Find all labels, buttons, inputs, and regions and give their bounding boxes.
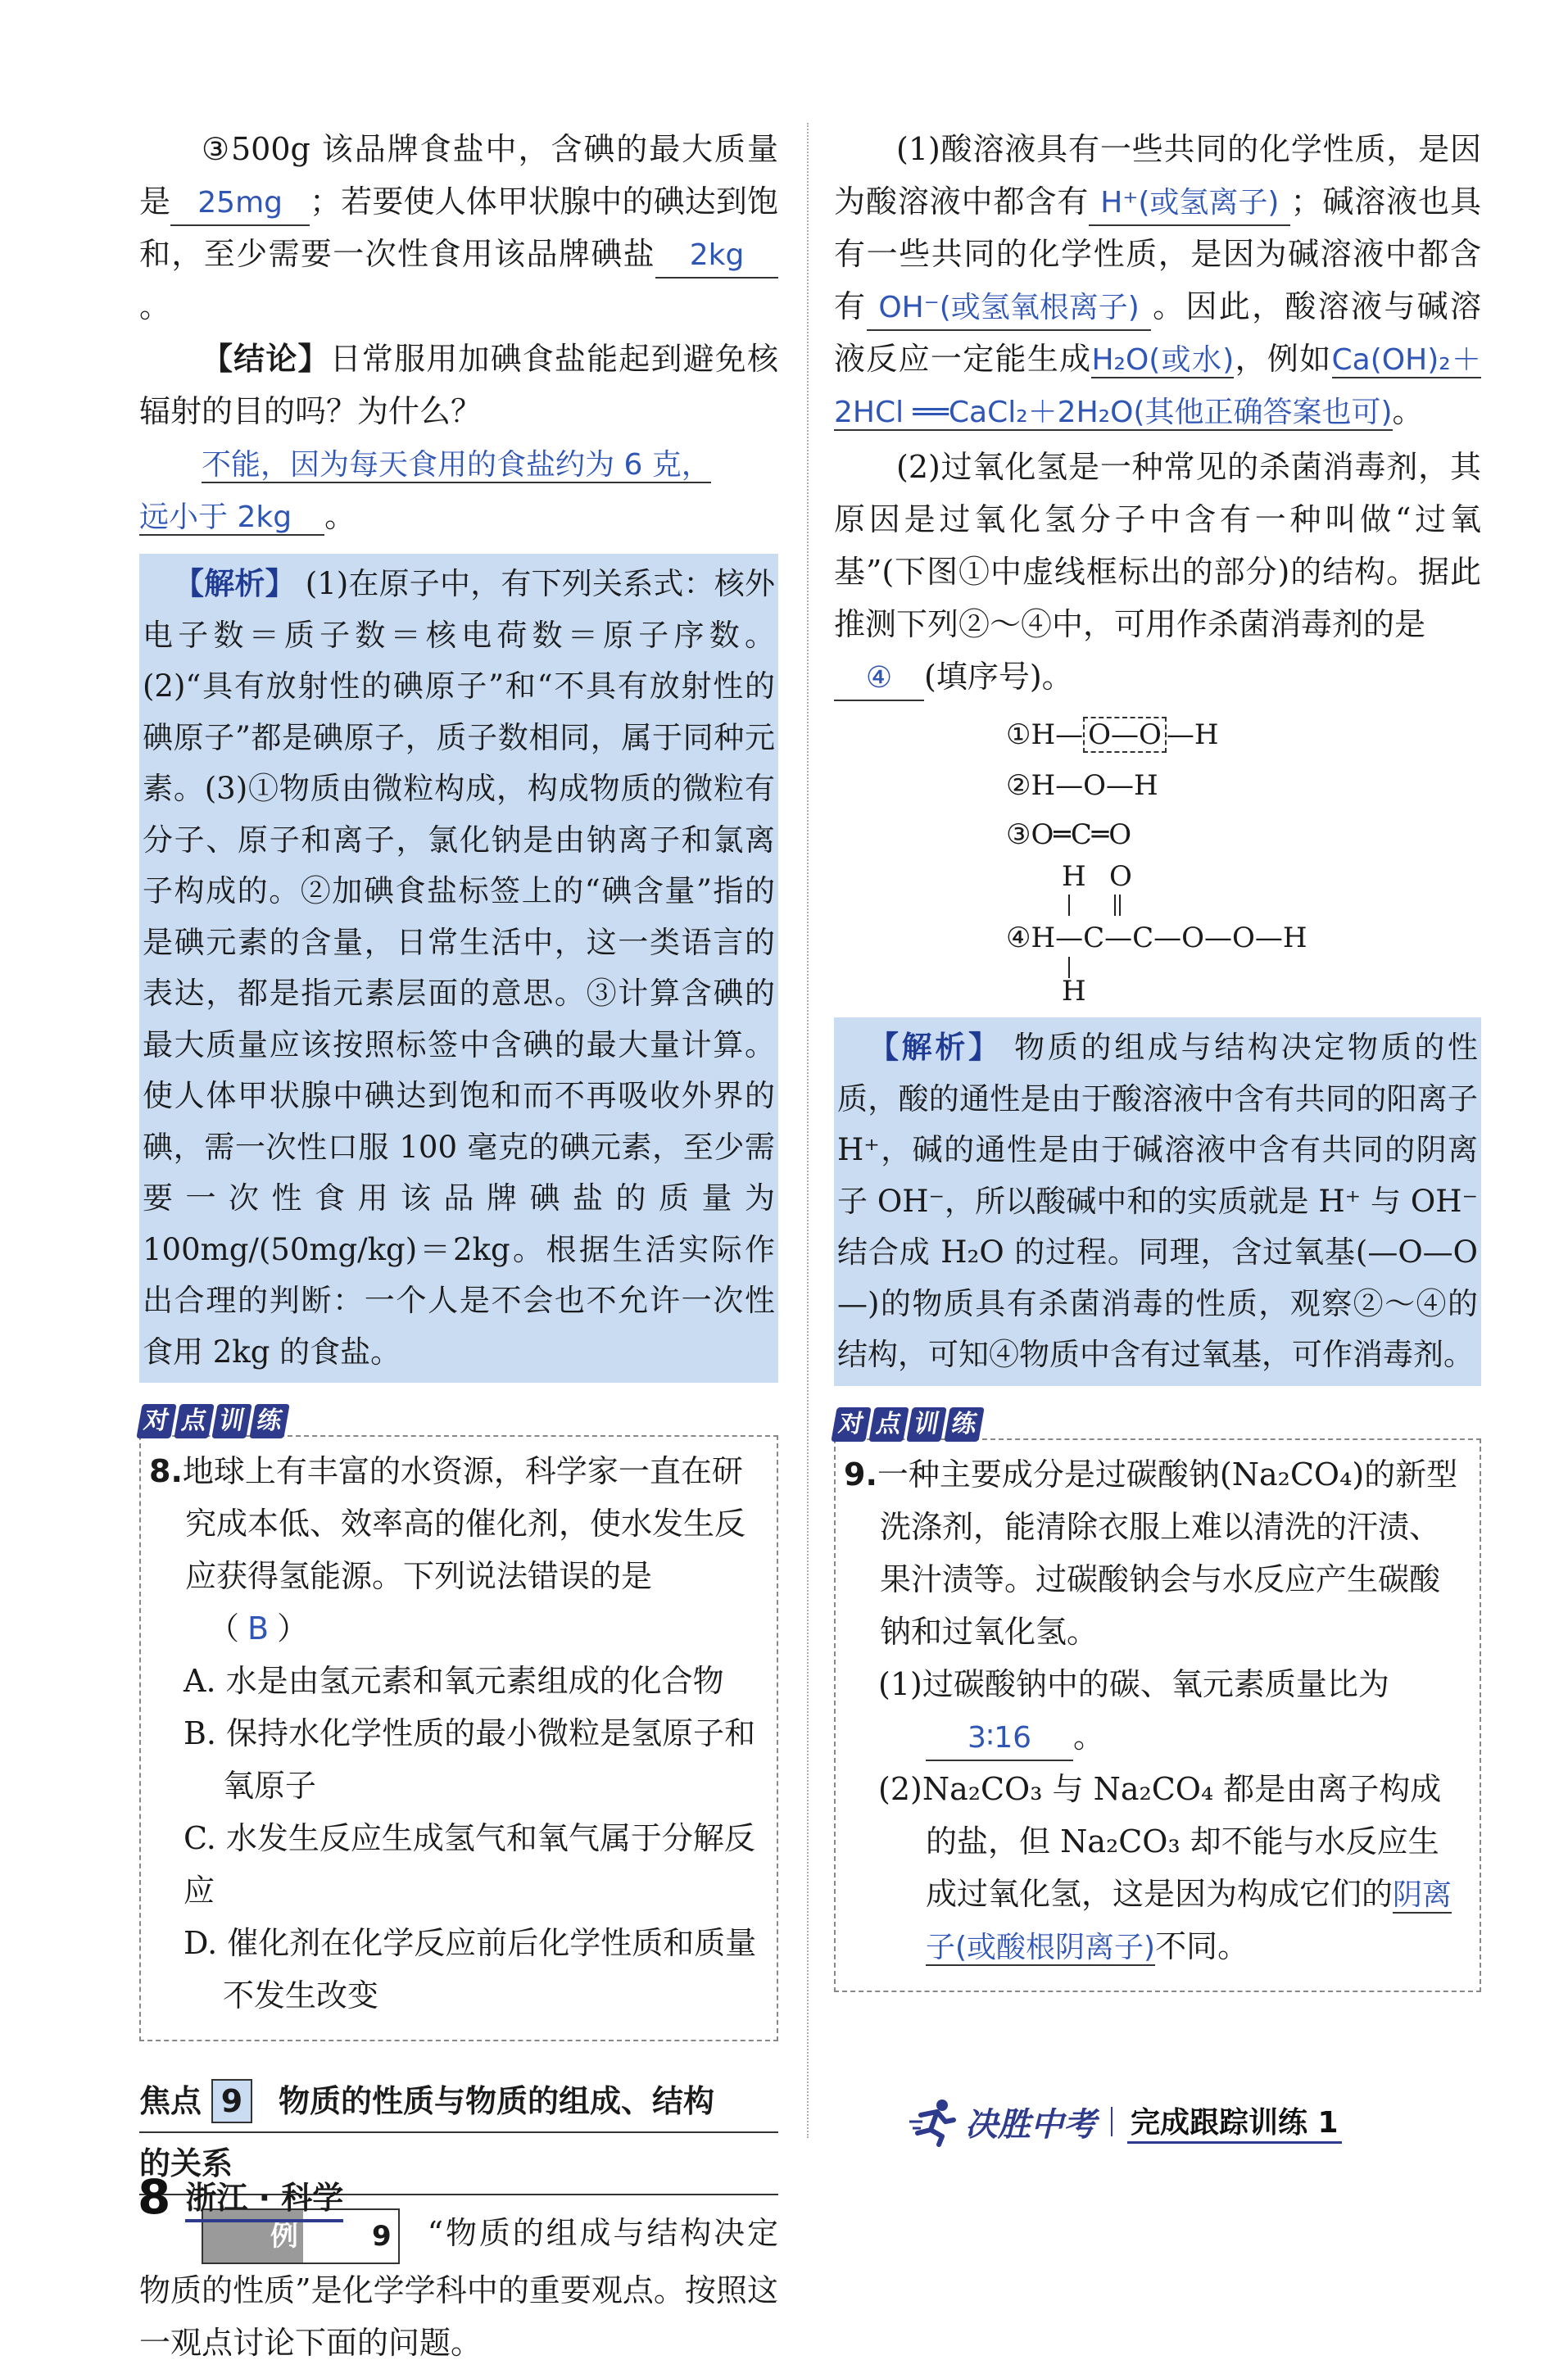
structure-4-num: ④: [1006, 922, 1031, 954]
analysis-label: 【解析】: [174, 566, 296, 601]
q9-part1: [844, 1658, 1468, 1763]
practice-badge: [834, 1407, 981, 1442]
peroxide-box: O—O: [1083, 717, 1167, 753]
q9-part2: [844, 1763, 1468, 1973]
q3-line2: ；若要使人体甲状腺中的碘达到饱和，至少需要一次性食用该品牌碘盐: [139, 183, 778, 272]
conclusion-end: 。: [324, 498, 356, 534]
example-text: “物质的组成与结构决定物质的性质”是化学学科中的重要观点。按照这一观点讨论下面的问题。: [139, 2215, 778, 2361]
q3-end: 。: [139, 288, 171, 324]
focus-title: 物质的性质与物质的组成、结构: [279, 2083, 715, 2119]
runner-icon: [909, 2097, 958, 2146]
atom-h-top: H: [1062, 860, 1086, 893]
part1-end: 。: [1392, 393, 1424, 429]
badge-char: 点: [868, 1407, 909, 1442]
analysis-label: 【解析】: [868, 1030, 1002, 1065]
answer-p2: ④: [834, 657, 924, 701]
bond-vertical: [1068, 895, 1070, 916]
answer-p1-3: H₂O(或水): [1091, 343, 1235, 377]
right-column: [834, 123, 1481, 1992]
answer-q3-2: 2kg: [655, 234, 778, 279]
q9-stem: [844, 1448, 1468, 1658]
exercise-9-box: [834, 1438, 1481, 1992]
part1-b: ；碱溶液也具有一些共同的化学性质，是因为碱溶液中都含有: [834, 183, 1481, 324]
part1-a: (1)酸溶液具有一些共同的化学性质，是因为酸溶液中都含有: [834, 131, 1481, 220]
conclusion-label: 【结论】: [202, 341, 330, 377]
q9-stem-text: 一种主要成分是过碳酸钠(Na₂CO₄)的新型洗涤剂，能清除衣服上难以清洗的汗渍、果汁渍等。过碳酸钠会与水反应产生碳酸钠和过氧化氢。: [877, 1456, 1458, 1650]
brand-separator: [1111, 2107, 1113, 2136]
brand-banner: [909, 2093, 1342, 2150]
q9-part2-end: 不同。: [1155, 1927, 1249, 1964]
structure-4: [1006, 860, 1334, 1016]
q8-option-a: A. 水是由氢元素和氧元素组成的化合物: [184, 1663, 724, 1699]
example-label: 例: [203, 2210, 303, 2263]
bond-double-b: [1119, 895, 1121, 916]
structures: [834, 711, 1481, 1014]
q3-part3: [139, 123, 778, 333]
conclusion-answer-a: 不能，因为每天食用的食盐约为 6 克，: [202, 448, 711, 482]
example-9: [139, 2207, 778, 2369]
part2: [834, 441, 1481, 703]
q3-line1: ③500g 该品牌食盐中，含碘的最大质量是: [139, 131, 778, 220]
q8-option-d: D. 催化剂在化学反应前后化学性质和质量: [184, 1925, 757, 1961]
focus-number: 9: [211, 2079, 252, 2123]
q8-answer: B: [247, 1610, 270, 1647]
part2-end: (填序号)。: [924, 659, 1073, 695]
example-number: 9: [372, 2219, 392, 2253]
analysis-text: (1)在原子中，有下列关系式：核外电子数＝质子数＝核电荷数＝原子序数。(2)“具有放射性的碘原子”和“不具有放射性的碘原子”都是碘原子，质子数相同，属于同种元素。(3)①物质由微粒构成，构成物质的微粒有分子、原子和离子，氯化钠是由钠离子和氯离子构成的。②加碘食盐标签上的“碘含量”指的是碘元素的含量，日常生活中，这一类语言的表达，都是指元素层面的意思。③计算含碘的最大质量应该按照标签中含碘的最大量计算。使人体甲状腺中碘达到饱和而不再吸收外界的碘，需一次性口服 100 毫克的碘元素，至少需要一次性食用该品牌碘盐的质量为 100mg/(50mg/kg)＝2kg。根据生活实际作出合理的判断：一个人是不会也不允许一次性食用 2kg 的食盐。: [143, 566, 776, 1370]
structure-3: ③O═C═O: [1006, 818, 1132, 851]
q9-part1-text: (1)过碳酸钠中的碳、氧元素质量比为: [878, 1665, 1389, 1702]
q8-option-c: C. 水发生反应生成氢气和氧气属于分解反应: [184, 1820, 755, 1909]
q9-part1-end: 。: [1073, 1718, 1105, 1755]
atom-h-bottom: H: [1062, 975, 1086, 1008]
tracking-link: 完成跟踪训练 1: [1127, 2099, 1342, 2144]
q8-option-b-cont: 氧原子: [223, 1768, 317, 1804]
conclusion-answer: [139, 437, 778, 542]
q8-option-d-cont: 不发生改变: [223, 1977, 379, 2013]
q8-stem-text: 地球上有丰富的水资源，科学家一直在研究成本低、效率高的催化剂，使水发生反应获得氢能源。下列说法错误的是: [182, 1453, 746, 1594]
structure-1-num: ①: [1006, 718, 1031, 751]
analysis-box-left: [139, 554, 778, 1383]
answer-p1-2: OH⁻(或氢氧根离子): [867, 287, 1151, 331]
bond-double-a: [1114, 895, 1116, 916]
structure-4-chain: H—C—C—O—O—H: [1031, 922, 1307, 954]
part2-text: (2)过氧化氢是一种常见的杀菌消毒剂，其原因是过氧化氢分子中含有一种叫做“过氧基”(下图①中虚线框标出的部分)的结构。据此推测下列②～④中，可用作杀菌消毒剂的是: [834, 449, 1481, 642]
badge-char: 训: [906, 1407, 946, 1442]
q8-option-b: B. 保持水化学性质的最小微粒是氢原子和: [184, 1715, 756, 1751]
part1-c: 。因此，酸溶液与碱溶液反应一定能生成: [834, 288, 1481, 377]
subject-label: 浙江 · 科学: [185, 2172, 343, 2222]
q8-paren-close: ）: [277, 1610, 309, 1647]
badge-char: 对: [831, 1407, 871, 1442]
structure-1: ①H— O—O —H: [1006, 718, 1219, 751]
brand-name: 决胜中考: [965, 2105, 1096, 2144]
page-number: 8: [138, 2169, 171, 2225]
q8-paren-open: （: [208, 1610, 240, 1647]
badge-char: 练: [944, 1407, 984, 1442]
answer-p1-1: H⁺(或氢离子): [1089, 182, 1290, 226]
column-divider: [807, 123, 809, 2138]
structure-2: ②H—O—H: [1006, 769, 1158, 802]
conclusion-text: 日常服用加碘食盐能起到避免核辐射的目的吗？为什么？: [139, 341, 778, 429]
answer-q9-1: 3∶16: [926, 1717, 1073, 1761]
atom-h: H: [1194, 718, 1219, 751]
practice-badge: [139, 1404, 287, 1438]
focus-heading: [139, 2071, 778, 2133]
part1: [834, 123, 1481, 437]
page-footer: [138, 2169, 343, 2225]
analysis-text: 物质的组成与结构决定物质的性质，酸的通性是由于酸溶液中含有共同的阳离子 H⁺，碱的通性是由于碱溶液中含有共同的阴离子 OH⁻，所以酸碱中和的实质就是 H⁺ 与 OH⁻ 结合成 H₂O 的过程。同理，含过氧基(—O—O—)的物质具有杀菌消毒的性质，观察②～④的结构，可知④物质中含有过氧基，可作消毒剂。: [837, 1030, 1479, 1372]
answer-p1-4: Ca(OH)₂＋2HCl ══CaCl₂＋2H₂O(其他正确答案也可): [834, 343, 1481, 429]
atom-o-top: O: [1109, 860, 1132, 893]
exercise-8-box: [139, 1435, 778, 2041]
q8-number: 8.: [149, 1453, 183, 1489]
answer-q3-1: 25mg: [170, 182, 310, 226]
focus-title-cont: 的关系: [139, 2145, 233, 2181]
left-column: [139, 123, 778, 2369]
answer-q9-2: 阴离子(或酸根阴离子): [926, 1878, 1452, 1964]
analysis-box-right: [834, 1017, 1481, 1386]
focus-label: 焦点: [139, 2083, 202, 2119]
conclusion-answer-b: 远小于 2kg: [139, 501, 324, 536]
badge-char: 对: [136, 1404, 176, 1438]
conclusion: [139, 333, 778, 437]
q9-part2-text: (2)Na₂CO₃ 与 Na₂CO₄ 都是由离子构成的盐，但 Na₂CO₃ 却不能与水反应生成过氧化氢，这是因为构成它们的: [878, 1770, 1442, 1912]
part1-d: ，例如: [1234, 341, 1332, 377]
badge-char: 练: [249, 1404, 289, 1438]
badge-char: 训: [211, 1404, 252, 1438]
badge-char: 点: [174, 1404, 214, 1438]
q9-number: 9.: [844, 1456, 877, 1493]
atom-h: H: [1031, 718, 1056, 751]
structure-4-chain-row: [1006, 914, 1307, 962]
q8-stem: [149, 1445, 765, 1655]
